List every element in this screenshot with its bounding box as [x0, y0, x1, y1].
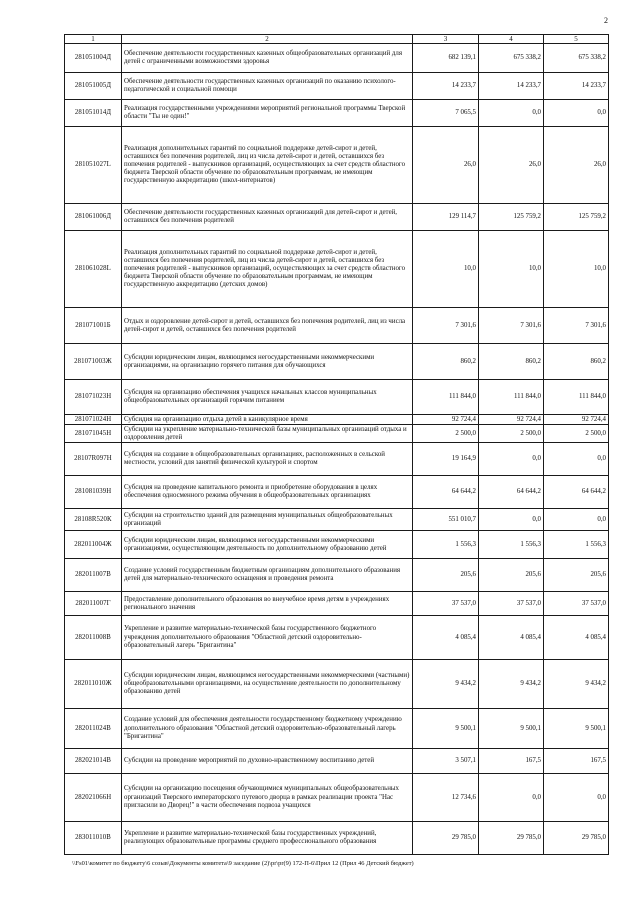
row-value-col4: 860,2	[479, 344, 544, 380]
row-value-col3: 26,0	[413, 127, 479, 204]
row-code: 281071001Б	[65, 308, 122, 344]
row-value-col5: 167,5	[544, 749, 609, 774]
row-code: 282011010Ж	[65, 660, 122, 709]
column-header-2: 2	[122, 35, 413, 44]
row-value-col4: 111 844,0	[479, 380, 544, 415]
row-code: 28107R097Н	[65, 443, 122, 476]
row-name: Субсидии на организацию посещения обучающимися муниципальных общеобразовательных организаций Тверского императорского путевого дворца в рамках реализации проекта "Нас пригласили во Дворец!" в части обеспечения подвоза учащихся	[122, 774, 413, 822]
table-row	[65, 204, 609, 231]
row-value-col5: 26,0	[544, 127, 609, 204]
row-code: 281061006Д	[65, 204, 122, 231]
table-row	[65, 44, 609, 73]
table-row	[65, 616, 609, 660]
row-value-col4: 205,6	[479, 559, 544, 592]
row-name: Реализация дополнительных гарантий по социальной поддержке детей-сирот и детей, оставшихся без попечения родителей, лиц из числа детей-сирот и детей, оставшихся без попечения родителей - выпускников организаций, осуществляющих за счет средств областного бюджета Тверской области обучение по образовательным программам, не имеющим государственную аккредитацию (школ-интернатов)	[122, 127, 413, 204]
row-value-col3: 111 844,0	[413, 380, 479, 415]
row-code: 282021066Н	[65, 774, 122, 822]
row-value-col5: 7 301,6	[544, 308, 609, 344]
row-name: Обеспечение деятельности государственных казенных организаций по оказанию психолого-педагогической и социальной помощи	[122, 73, 413, 100]
row-value-col3: 64 644,2	[413, 476, 479, 509]
row-code: 281061028L	[65, 231, 122, 308]
row-value-col3: 14 233,7	[413, 73, 479, 100]
row-value-col5: 111 844,0	[544, 380, 609, 415]
row-name: Предоставление дополнительного образования во внеучебное время детям в учреждениях регионального значения	[122, 592, 413, 616]
page-number: 2	[604, 16, 608, 25]
row-name: Обеспечение деятельности государственных казенных общеобразовательных организаций для детей с ограниченными возможностями здоровья	[122, 44, 413, 73]
row-code: 282011004Ж	[65, 531, 122, 559]
row-code: 281051004Д	[65, 44, 122, 73]
row-name: Субсидии юридическим лицам, являющимся негосударственными некоммерческими (частными) общеобразовательными организациями, на осуществление деятельности по дополнительному образованию детей	[122, 660, 413, 709]
row-value-col3: 7 065,5	[413, 100, 479, 127]
row-value-col4: 2 500,0	[479, 425, 544, 443]
table-row	[65, 749, 609, 774]
row-name: Субсидии на строительство зданий для размещения муниципальных общеобразовательных организаций	[122, 509, 413, 531]
row-value-col4: 675 338,2	[479, 44, 544, 73]
row-code: 281051005Д	[65, 73, 122, 100]
row-code: 281071045Н	[65, 425, 122, 443]
row-name: Субсидии юридическим лицам, являющимся негосударственными некоммерческими организациями, осуществляющим деятельность по дополнительному образованию детей	[122, 531, 413, 559]
table-row	[65, 559, 609, 592]
table-row	[65, 100, 609, 127]
row-name: Отдых и оздоровление детей-сирот и детей, оставшихся без попечения родителей, лиц из числа детей-сирот и детей, оставшихся без попечения родителей	[122, 308, 413, 344]
row-value-col5: 10,0	[544, 231, 609, 308]
row-value-col4: 10,0	[479, 231, 544, 308]
row-value-col4: 0,0	[479, 100, 544, 127]
row-value-col4: 9 500,1	[479, 709, 544, 749]
column-number-row	[65, 35, 609, 44]
table-row	[65, 344, 609, 380]
row-code: 281051014Д	[65, 100, 122, 127]
column-header-4: 4	[479, 35, 544, 44]
row-name: Реализация дополнительных гарантий по социальной поддержке детей-сирот и детей, оставшихся без попечения родителей, лиц из числа детей-сирот и детей, оставшихся без попечения родителей - выпускников организаций, осуществляющих за счет средств областного бюджета Тверской области обучение по образовательным программам, не имеющим государственную аккредитацию (детских домов)	[122, 231, 413, 308]
row-code: 281071003Ж	[65, 344, 122, 380]
row-value-col4: 14 233,7	[479, 73, 544, 100]
row-name: Создание условий для обеспечения деятельности государственному бюджетному учреждению дополнительного образования "Областной детский оздоровительно-образовательный лагерь "Бригантина"	[122, 709, 413, 749]
row-code: 282011008В	[65, 616, 122, 660]
row-value-col3: 2 500,0	[413, 425, 479, 443]
row-name: Субсидия на организацию обеспечения учащихся начальных классов муниципальных общеобразовательных организаций горячим питанием	[122, 380, 413, 415]
row-name: Субсидии на укрепление материально-технической базы муниципальных организаций отдыха и оздоровления детей	[122, 425, 413, 443]
row-value-col3: 682 139,1	[413, 44, 479, 73]
row-value-col4: 29 785,0	[479, 822, 544, 855]
table-row	[65, 822, 609, 855]
row-value-col3: 10,0	[413, 231, 479, 308]
row-code: 282021014В	[65, 749, 122, 774]
row-name: Субсидии на проведение мероприятий по духовно-нравственному воспитанию детей	[122, 749, 413, 774]
table-row	[65, 509, 609, 531]
row-code: 281071023Н	[65, 380, 122, 415]
row-value-col5: 92 724,4	[544, 415, 609, 425]
row-value-col3: 92 724,4	[413, 415, 479, 425]
row-value-col3: 7 301,6	[413, 308, 479, 344]
table-row	[65, 415, 609, 425]
row-value-col5: 9 434,2	[544, 660, 609, 709]
row-value-col4: 37 537,0	[479, 592, 544, 616]
row-value-col5: 9 500,1	[544, 709, 609, 749]
table-row	[65, 592, 609, 616]
document-path-footer: \\Fs01\комитет по бюджету\6 созыв\Документы комитета\9 заседание (2)\pr\pr(9) 172-П-6\Прил 12 (Прил 46 Детский бюджет)	[72, 860, 414, 867]
row-value-col3: 19 164,9	[413, 443, 479, 476]
table-row	[65, 127, 609, 204]
row-value-col5: 37 537,0	[544, 592, 609, 616]
row-value-col3: 129 114,7	[413, 204, 479, 231]
row-value-col4: 7 301,6	[479, 308, 544, 344]
row-value-col4: 26,0	[479, 127, 544, 204]
row-value-col3: 551 010,7	[413, 509, 479, 531]
row-value-col4: 167,5	[479, 749, 544, 774]
table-row	[65, 660, 609, 709]
table-row	[65, 709, 609, 749]
row-value-col3: 37 537,0	[413, 592, 479, 616]
row-name: Субсидии юридическим лицам, являющимся негосударственными некоммерческими организациями, на организацию горячего питания для обучающихся	[122, 344, 413, 380]
row-value-col4: 0,0	[479, 443, 544, 476]
row-name: Укрепление и развитие материально-технической базы государственных учреждений, реализующих образовательные программы среднего профессионального образования	[122, 822, 413, 855]
row-value-col4: 92 724,4	[479, 415, 544, 425]
row-value-col5: 2 500,0	[544, 425, 609, 443]
row-value-col3: 1 556,3	[413, 531, 479, 559]
row-value-col3: 9 434,2	[413, 660, 479, 709]
row-value-col5: 675 338,2	[544, 44, 609, 73]
table-row	[65, 476, 609, 509]
row-value-col5: 29 785,0	[544, 822, 609, 855]
row-code: 28108R520К	[65, 509, 122, 531]
row-value-col5: 860,2	[544, 344, 609, 380]
row-value-col4: 9 434,2	[479, 660, 544, 709]
row-value-col5: 0,0	[544, 774, 609, 822]
row-name: Обеспечение деятельности государственных казенных организаций для детей-сирот и детей, оставшихся без попечения родителей	[122, 204, 413, 231]
row-value-col4: 64 644,2	[479, 476, 544, 509]
column-header-3: 3	[413, 35, 479, 44]
row-code: 281051027L	[65, 127, 122, 204]
row-name: Субсидия на проведение капитального ремонта и приобретение оборудования в целях обеспечения односменного режима обучения в общеобразовательных организациях	[122, 476, 413, 509]
row-name: Субсидия на организацию отдыха детей в каникулярное время	[122, 415, 413, 425]
row-name: Субсидия на создание в общеобразовательных организациях, расположенных в сельской местности, условий для занятий физической культурой и спортом	[122, 443, 413, 476]
table-row	[65, 231, 609, 308]
row-value-col3: 29 785,0	[413, 822, 479, 855]
row-value-col5: 4 085,4	[544, 616, 609, 660]
row-code: 282011007Г	[65, 592, 122, 616]
row-value-col5: 64 644,2	[544, 476, 609, 509]
row-name: Реализация государственными учреждениями мероприятий региональной программы Тверской области "Ты не один!"	[122, 100, 413, 127]
row-value-col5: 0,0	[544, 443, 609, 476]
row-name: Создание условий государственным бюджетным организациям дополнительного образования детей для материально-технического оснащения и проведения ремонта	[122, 559, 413, 592]
row-code: 282011024В	[65, 709, 122, 749]
row-code: 283011010В	[65, 822, 122, 855]
table-row	[65, 425, 609, 443]
row-value-col5: 0,0	[544, 509, 609, 531]
row-value-col4: 125 759,2	[479, 204, 544, 231]
table-row	[65, 73, 609, 100]
row-value-col4: 1 556,3	[479, 531, 544, 559]
row-value-col4: 0,0	[479, 774, 544, 822]
row-value-col3: 205,6	[413, 559, 479, 592]
row-value-col5: 0,0	[544, 100, 609, 127]
row-value-col5: 1 556,3	[544, 531, 609, 559]
table-row	[65, 774, 609, 822]
budget-table	[64, 34, 609, 855]
table-row	[65, 380, 609, 415]
row-code: 281071024Н	[65, 415, 122, 425]
row-value-col3: 9 500,1	[413, 709, 479, 749]
row-value-col4: 4 085,4	[479, 616, 544, 660]
row-value-col3: 4 085,4	[413, 616, 479, 660]
row-code: 282011007В	[65, 559, 122, 592]
row-value-col3: 3 507,1	[413, 749, 479, 774]
table-row	[65, 308, 609, 344]
row-value-col5: 125 759,2	[544, 204, 609, 231]
row-value-col4: 0,0	[479, 509, 544, 531]
row-value-col5: 14 233,7	[544, 73, 609, 100]
row-code: 281081039Н	[65, 476, 122, 509]
column-header-1: 1	[65, 35, 122, 44]
row-value-col5: 205,6	[544, 559, 609, 592]
table-row	[65, 531, 609, 559]
row-name: Укрепление и развитие материально-технической базы государственного бюджетного учреждения дополнительного образования "Областной детский оздоровительно-образовательный лагерь "Бригантина"	[122, 616, 413, 660]
column-header-5: 5	[544, 35, 609, 44]
row-value-col3: 12 734,6	[413, 774, 479, 822]
row-value-col3: 860,2	[413, 344, 479, 380]
table-row	[65, 443, 609, 476]
